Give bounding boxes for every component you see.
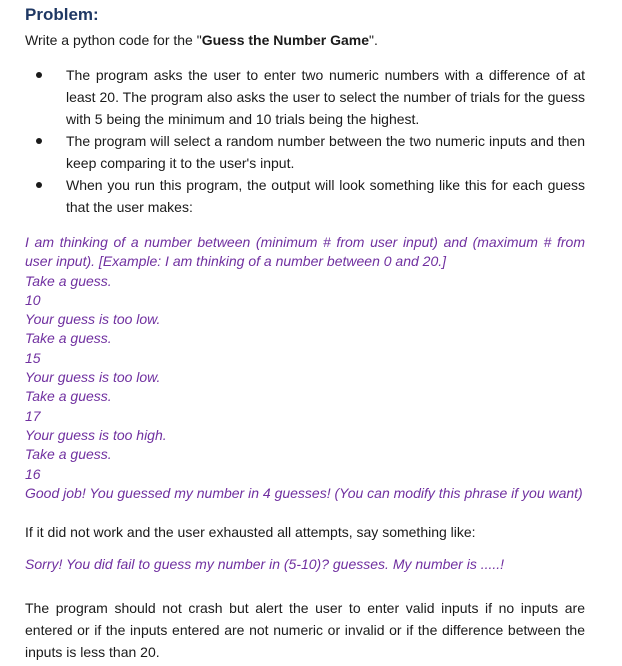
sorry-sample-line: Sorry! You did fail to guess my number in (5-10)? guesses. My number is .....! — [25, 556, 505, 573]
requirements-list — [25, 64, 585, 218]
bullet-dot-icon — [36, 72, 42, 78]
intro-after: ". — [368, 32, 378, 48]
sample-line: 15 — [25, 349, 41, 366]
exhausted-paragraph: If it did not work and the user exhausted all attempts, say something like: — [25, 524, 476, 541]
problem-heading: Problem: — [25, 5, 99, 24]
requirement-item — [66, 174, 585, 218]
sample-line: Your guess is too high. — [25, 426, 167, 443]
requirement-text: The program will select a random number between the two numeric inputs and then keep comparing it to the user's input. — [66, 133, 585, 171]
validation-paragraph: The program should not crash but alert the user to enter valid inputs if no inputs are entered or if the inputs entered are not numeric or invalid or if the difference between the inputs is less than 20. — [25, 600, 585, 661]
requirement-text: The program asks the user to enter two numeric numbers with a difference of at least 20. The program also asks the user to select the number of trials for the guess with 5 being the minimum and 10 trials being the highest. — [66, 67, 585, 127]
intro-before: Write a python code for the " — [25, 32, 202, 48]
sample-line: 17 — [25, 407, 41, 424]
requirement-text: When you run this program, the output will look something like this for each guess that the user makes: — [66, 177, 585, 215]
intro-paragraph — [25, 30, 585, 50]
bullet-dot-icon — [36, 182, 42, 188]
requirement-item — [66, 130, 585, 174]
bullet-dot-icon — [36, 138, 42, 144]
sample-line: Take a guess. — [25, 388, 112, 405]
sample-line: Take a guess. — [25, 446, 112, 463]
sample-output — [25, 233, 585, 503]
game-name: Guess the Number Game — [201, 32, 369, 48]
sample-line: Take a guess. — [25, 272, 112, 289]
problem-document — [25, 4, 585, 663]
sample-line: Good job! You guessed my number in 4 guesses! (You can modify this phrase if you want) — [25, 484, 583, 501]
sample-line: 16 — [25, 465, 41, 482]
sample-line: Take a guess. — [25, 330, 112, 347]
sample-line: Your guess is too low. — [25, 311, 161, 328]
sample-intro-line: I am thinking of a number between (minimum # from user input) and (maximum # from user input). [Example: I am thinking of a number between 0 and 20.] — [25, 234, 585, 270]
sample-line: Your guess is too low. — [25, 369, 161, 386]
requirement-item — [66, 64, 585, 130]
sample-line: 10 — [25, 291, 41, 308]
